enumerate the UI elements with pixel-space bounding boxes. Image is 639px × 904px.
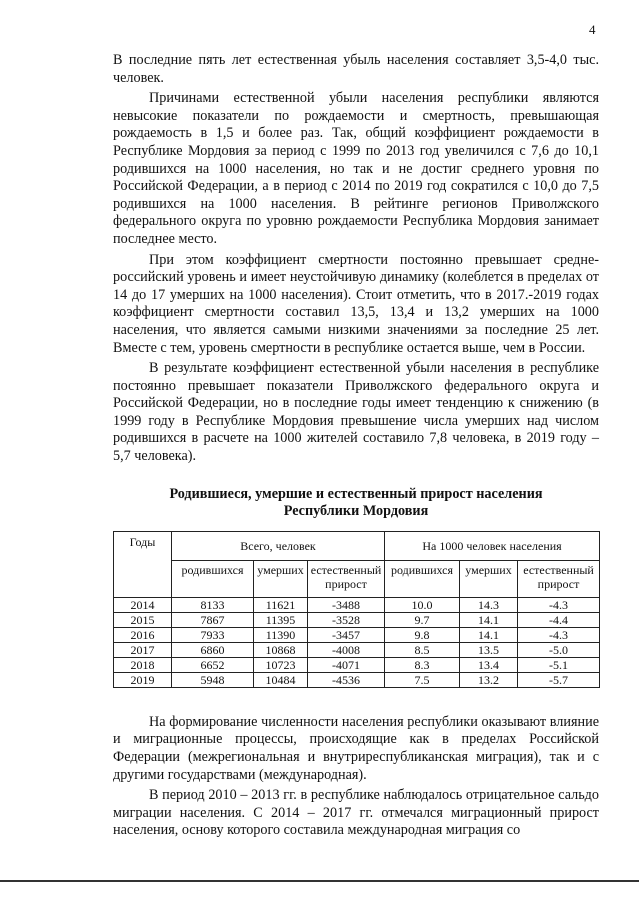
cell-natural: -4071 <box>308 657 385 672</box>
table-row <box>114 627 600 642</box>
cell-year: 2014 <box>114 597 172 612</box>
cell-natural-rate: -4.4 <box>518 612 600 627</box>
page-bottom-edge <box>0 880 639 882</box>
cell-born-rate: 7.5 <box>385 672 460 687</box>
cell-natural: -3488 <box>308 597 385 612</box>
table-title-line: Родившиеся, умершие и естественный прирост населения <box>169 485 543 502</box>
cell-natural-rate: -4.3 <box>518 597 600 612</box>
table-row <box>114 642 600 657</box>
table-row <box>114 597 600 612</box>
cell-year: 2018 <box>114 657 172 672</box>
page-number: 4 <box>589 22 596 37</box>
paragraph: В последние пять лет естественная убыль населения составляет 3,5-4,0 тыс. человек. <box>113 52 599 86</box>
cell-natural: -4536 <box>308 672 385 687</box>
paragraph: В результате коэффициент естественной убыли населения в республике постоянно превышает показатели Приволжского федерального округа и Российской Федерации, но в последние годы имеет тенденцию к снижению (в 1999 году в Республике Мордовия превышение числа умерших над числом родившихся в расчете на 1000 жителей составило 7,8 человека, в 2019 году – 5,7 человека). <box>113 360 599 465</box>
cell-natural: -3528 <box>308 612 385 627</box>
paragraph: При этом коэффициент смертности постоянно превышает средне-российский уровень и имеет неустойчивую динамику (колеблется в пределах от 14 до 17 умерших на 1000 населения). Стоит отметить, что в 2017.-2019 годах коэффициент смертности составил 13,5, 13,4 и 13,2 умерших на 1000 населения, что является самыми низкими значениями за последние 25 лет. Вместе с тем, уровень смертности в республике остается выше, чем в России. <box>113 251 599 356</box>
cell-died-rate: 13.2 <box>460 672 518 687</box>
cell-died: 10868 <box>254 642 308 657</box>
cell-natural-rate: -5.0 <box>518 642 600 657</box>
cell-born-rate: 8.5 <box>385 642 460 657</box>
cell-natural-rate: -4.3 <box>518 627 600 642</box>
cell-born: 8133 <box>172 597 254 612</box>
paragraph: На формирование численности населения республики оказывают влияние и миграционные процессы, происходящие как в пределах Российской Федерации (межрегиональная и внутриреспубликанская миграция), так и с другими государствами (международная). <box>113 713 599 783</box>
cell-died: 11621 <box>254 597 308 612</box>
cell-year: 2015 <box>114 612 172 627</box>
cell-year: 2019 <box>114 672 172 687</box>
cell-died-rate: 14.3 <box>460 597 518 612</box>
cell-died-rate: 13.5 <box>460 642 518 657</box>
header-born-rate: родившихся <box>385 560 460 597</box>
header-per-1000: На 1000 человек населения <box>385 531 600 560</box>
text-after-table <box>113 714 599 840</box>
cell-born-rate: 9.8 <box>385 627 460 642</box>
table-title <box>113 486 599 521</box>
cell-born: 6652 <box>172 657 254 672</box>
cell-died: 10484 <box>254 672 308 687</box>
header-years: Годы <box>114 531 172 597</box>
cell-natural: -4008 <box>308 642 385 657</box>
cell-died-rate: 14.1 <box>460 627 518 642</box>
document-body <box>113 52 599 840</box>
cell-year: 2016 <box>114 627 172 642</box>
table-row <box>114 657 600 672</box>
cell-natural-rate: -5.1 <box>518 657 600 672</box>
header-born: родившихся <box>172 560 254 597</box>
cell-born: 7933 <box>172 627 254 642</box>
table-title-line: Республики Мордовия <box>283 503 429 520</box>
cell-born-rate: 8.3 <box>385 657 460 672</box>
cell-died-rate: 13.4 <box>460 657 518 672</box>
cell-died-rate: 14.1 <box>460 612 518 627</box>
cell-year: 2017 <box>114 642 172 657</box>
cell-died: 10723 <box>254 657 308 672</box>
header-natural-rate: естественный прирост <box>518 560 600 597</box>
cell-died: 11390 <box>254 627 308 642</box>
table-row <box>114 672 600 687</box>
paragraph: Причинами естественной убыли населения республики являются невысокие показатели по рождаемости и смертность, превышающая рождаемость в 1,5 и более раз. Так, общий коэффициент рождаемости в Республике Мордовия за период с 1999 по 2013 год увеличился с 7,6 до 10,1 родившихся на 1000 населения, но так и не достиг среднего уровня по Российской Федерации, а в период с 2014 по 2019 год сократился с 10,0 до 7,5 родившихся на 1000 населения. В рейтинге регионов Приволжского федерального округа по уровню рождаемости Республика Мордовия занимает последнее место. <box>113 90 599 247</box>
cell-born-rate: 10.0 <box>385 597 460 612</box>
header-died-rate: умерших <box>460 560 518 597</box>
header-natural: естественный прирост <box>308 560 385 597</box>
cell-born-rate: 9.7 <box>385 612 460 627</box>
cell-died: 11395 <box>254 612 308 627</box>
cell-born: 7867 <box>172 612 254 627</box>
paragraph: В период 2010 – 2013 гг. в республике наблюдалось отрицательное сальдо миграции населения. С 2014 – 2017 гг. отмечался миграционный прирост населения, основу которого составила международная миграция со <box>113 787 599 839</box>
cell-natural-rate: -5.7 <box>518 672 600 687</box>
header-died: умерших <box>254 560 308 597</box>
table-row <box>114 612 600 627</box>
population-table <box>113 531 600 688</box>
cell-natural: -3457 <box>308 627 385 642</box>
cell-born: 6860 <box>172 642 254 657</box>
cell-born: 5948 <box>172 672 254 687</box>
header-total: Всего, человек <box>172 531 385 560</box>
